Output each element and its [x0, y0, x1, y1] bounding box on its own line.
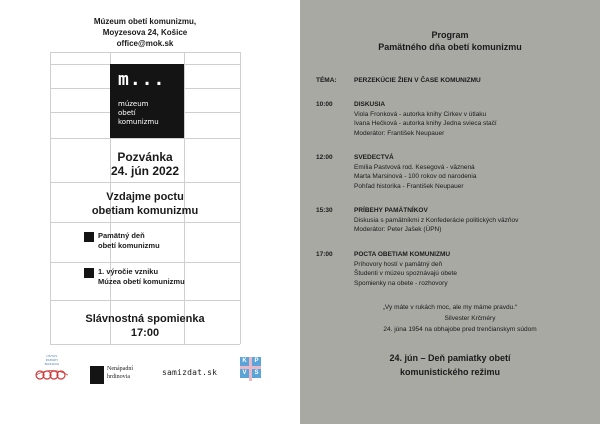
swirl-icon	[32, 366, 72, 382]
program-panel	[300, 0, 600, 424]
partner-logo-text: PAMÄTI	[45, 358, 59, 362]
program-time: 12:00	[316, 154, 333, 161]
program-entry	[354, 100, 584, 138]
museum-logo	[110, 64, 184, 138]
square-bullet-icon	[84, 232, 94, 242]
program-heading: DISKUSIA	[354, 101, 386, 108]
partner-logo-text: NÁRODA	[44, 362, 60, 366]
remembrance-day-line: 24. jún – Deň pamiatky obetí	[389, 353, 511, 363]
program-time: 17:00	[316, 251, 333, 258]
partner-logo-text: ÚSTAV	[46, 354, 58, 358]
partner-logo-line: Nenápadní	[107, 366, 133, 372]
grid-line	[240, 52, 241, 344]
logo-line: komunizmu	[118, 118, 159, 126]
honor-heading	[50, 190, 240, 218]
grid-line	[50, 138, 240, 139]
program-heading: SVEDECTVÁ	[354, 154, 394, 161]
program-line: Študenti v múzeu spoznávajú obete	[354, 270, 457, 277]
bullet-text	[98, 231, 238, 251]
quote-author: Silvester Krčméry	[444, 315, 496, 322]
quote-note: 24. júna 1954 na obhajobe pred trenčianskym súdom	[383, 326, 537, 333]
museum-email: office@mok.sk	[116, 39, 174, 48]
program-time: 15:30	[316, 207, 333, 214]
ceremony-title: Slávnostná spomienka	[85, 313, 205, 325]
program-line: Pohľad historika - František Neupauer	[354, 182, 464, 190]
partner-logo-upn	[32, 354, 72, 384]
cross-bar	[240, 366, 261, 369]
program-line: Emília Pastvová rod. Kesegová - väznená	[354, 163, 475, 171]
program-entry	[354, 153, 584, 191]
square-bullet-icon	[84, 268, 94, 278]
invitation-label: Pozvánka	[117, 150, 173, 164]
museum-contact	[50, 16, 240, 49]
invitation-date: 24. jún 2022	[110, 164, 180, 178]
bullet-line: obetí komunizmu	[98, 241, 160, 250]
program-line: Moderátor: František Neupauer	[354, 129, 445, 137]
program-line: Spomienky na obete - rozhovory	[354, 279, 448, 287]
program-line: Marta Marsinová - 100 rokov od narodenia	[354, 173, 477, 180]
program-heading: PRÍBEHY PAMÄTNÍKOV	[354, 207, 428, 214]
program-line: Príhovory hostí v pamätný deň	[354, 260, 443, 268]
logo-line: obetí	[118, 109, 136, 117]
logo-mark: m...	[118, 69, 166, 90]
kpvs-letter: K	[240, 357, 249, 366]
partner-logo-text	[107, 365, 133, 381]
bullet-text	[98, 267, 238, 287]
grid-line	[50, 300, 240, 301]
partner-logo-kpvs	[240, 357, 262, 387]
kpvs-letter: P	[252, 357, 261, 366]
partner-logo-nenapadni-hrdinovia	[90, 362, 150, 384]
ceremony-time: 17:00	[130, 327, 160, 339]
museum-name: Múzeum obetí komunizmu,	[93, 17, 197, 26]
partner-logo-line: hrdinovia	[107, 374, 130, 380]
program-subtitle: Pamätného dňa obetí komunizmu	[378, 42, 522, 52]
program-entry	[354, 250, 584, 288]
theme-text: PERZEKÚCIE ŽIEN V ČASE KOMUNIZMU	[354, 77, 481, 84]
grid-line	[50, 222, 240, 223]
museum-address: Moyzesova 24, Košice	[102, 28, 188, 37]
remembrance-day-line: komunistického režimu	[399, 367, 501, 377]
cross-bar	[249, 357, 252, 381]
bullet-line: Múzea obetí komunizmu	[98, 277, 185, 286]
logo-line: múzeum	[118, 100, 149, 108]
program-heading: POCTA OBETIAM KOMUNIZMU	[354, 251, 451, 258]
program-line: Diskusia s pamätníkmi z Konfederácie politických väzňov	[354, 216, 519, 224]
kpvs-letter: V	[240, 369, 249, 378]
quote-text: „Vy máte v rukách moc, ale my máme pravdu.“	[382, 304, 518, 311]
bullet-line: 1. výročie vzniku	[98, 267, 159, 276]
program-title: Program	[431, 30, 469, 40]
theme-label: TÉMA:	[316, 77, 337, 84]
bullet-line: Pamätný deň	[98, 231, 145, 240]
honor-line: obetiam komunizmu	[91, 205, 199, 217]
partner-logo-block	[90, 366, 104, 384]
grid-line	[50, 262, 240, 263]
program-line: Ivana Hečková - autorka knihy Jedna svieca stačí	[354, 120, 497, 127]
program-entry	[354, 206, 584, 235]
grid-line	[50, 344, 240, 345]
partner-logo-samizdat: samizdat.sk	[162, 368, 218, 377]
program-time: 10:00	[316, 101, 333, 108]
program-line: Viola Fronková - autorka knihy Cirkev v útlaku	[354, 110, 487, 118]
program-line: Moderátor: Peter Jašek (ÚPN)	[354, 226, 442, 233]
grid-line	[50, 182, 240, 183]
grid-line	[50, 52, 240, 53]
kpvs-letter: S	[252, 369, 261, 378]
logo-wordmark	[118, 100, 159, 127]
honor-line: Vzdajme poctu	[106, 191, 184, 203]
ceremony-block	[50, 312, 240, 340]
